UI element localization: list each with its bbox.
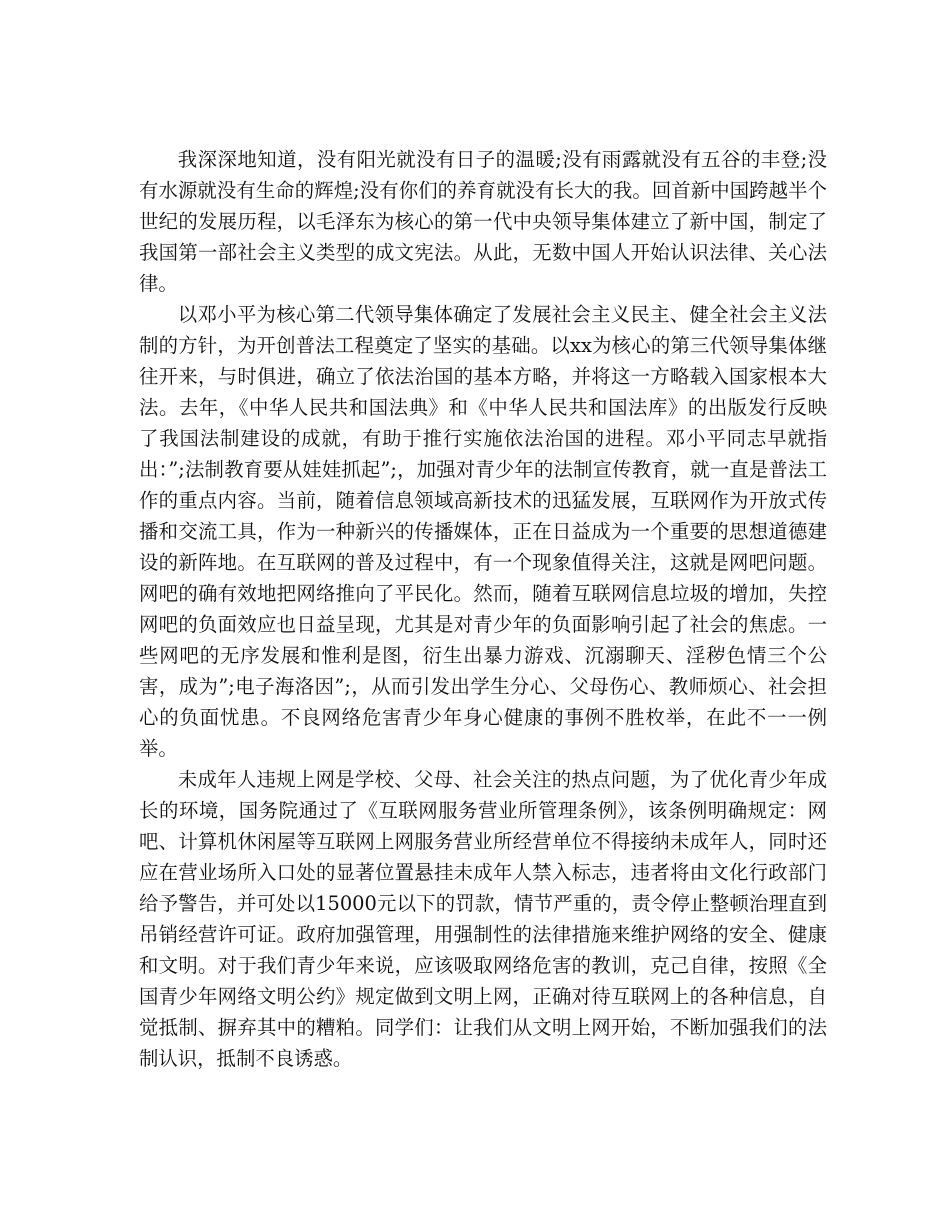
paragraph-1: 我深深地知道，没有阳光就没有日子的温暖;没有雨露就没有五谷的丰登;没有水源就没有生命的辉煌;没有你们的养育就没有长大的我。回首新中国跨越半个世纪的发展历程，以毛泽东为核心的第一代中央领导集体建立了新中国，制定了我国第一部社会主义类型的成文宪法。从此，无数中国人开始认识法律、关心法律。 (139, 148, 827, 295)
document-body (139, 144, 827, 1074)
paragraph-2: 以邓小平为核心第二代领导集体确定了发展社会主义民主、健全社会主义法制的方针，为开创普法工程奠定了坚实的基础。以xx为核心的第三代领导集体继往开来，与时俱进，确立了依法治国的基本方略，并将这一方略载入国家根本大法。去年，《中华人民共和国法典》和《中华人民共和国法库》的出版发行反映了我国法制建设的成就，有助于推行实施依法治国的进程。邓小平同志早就指出：”;法制教育要从娃娃抓起”;，加强对青少年的法制宣传教育，就一直是普法工作的重点内容。当前，随着信息领域高新技术的迅猛发展，互联网作为开放式传播和交流工具，作为一种新兴的传播媒体，正在日益成为一个重要的思想道德建设的新阵地。在互联网的普及过程中，有一个现象值得关注，这就是网吧问题。网吧的确有效地把网络推向了平民化。然而，随着互联网信息垃圾的增加，失控网吧的负面效应也日益呈现，尤其是对青少年的负面影响引起了社会的焦虑。一些网吧的无序发展和惟利是图，衍生出暴力游戏、沉溺聊天、淫秽色情三个公害，成为”;电子海洛因”;，从而引发出学生分心、父母伤心、教师烦心、社会担心的负面忧患。不良网络危害青少年身心健康的事例不胜枚举，在此不一一例举。 (139, 303, 827, 760)
paragraph-3: 未成年人违规上网是学校、父母、社会关注的热点问题，为了优化青少年成长的环境，国务院通过了《互联网服务营业所管理条例》，该条例明确规定：网吧、计算机休闲屋等互联网上网服务营业所经营单位不得接纳未成年人，同时还应在营业场所入口处的显著位置悬挂未成年人禁入标志，违者将由文化行政部门给予警告，并可处以15000元以下的罚款，情节严重的，责令停止整顿治理直到吊销经营许可证。政府加强管理，用强制性的法律措施来维护网络的安全、健康和文明。对于我们青少年来说，应该吸取网络危害的教训，克己自律，按照《全国青少年网络文明公约》规定做到文明上网，正确对待互联网上的各种信息，自觉抵制、摒弃其中的糟粕。同学们：让我们从文明上网开始，不断加强我们的法制认识，抵制不良诱惑。 (139, 768, 827, 1070)
